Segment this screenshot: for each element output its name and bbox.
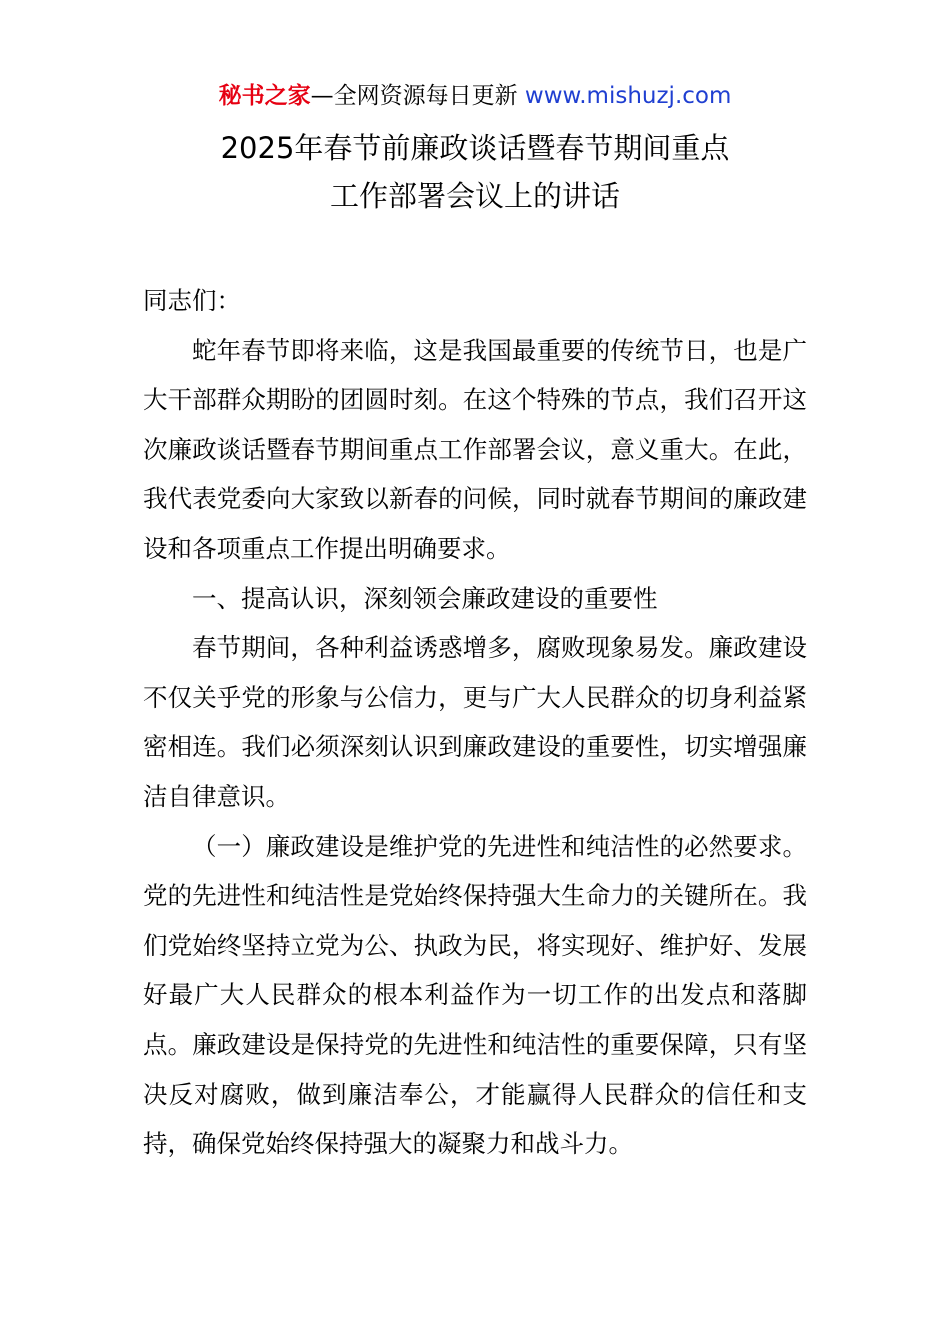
section-heading-1: 一、提高认识，深刻领会廉政建设的重要性 [192,583,658,613]
paragraph-section-1: 春节期间，各种利益诱惑增多，腐败现象易发。廉政建设不仅关乎党的形象与公信力，更与广大人民群众的切身利益紧密相连。我们必须深刻认识到廉政建设的重要性，切实增强廉洁自律意识。 [143,633,807,811]
brand-name: 秘书之家 [218,83,311,109]
paragraph-intro: 蛇年春节即将来临，这是我国最重要的传统节日，也是广大干部群众期盼的团圆时刻。在这个特殊的节点，我们召开这次廉政谈话暨春节期间重点工作部署会议，意义重大。在此，我代表党委向大家致以新春的问候，同时就春节期间的廉政建设和各项重点工作提出明确要求。 [143,335,807,563]
document-title-line-2: 工作部署会议上的讲话 [329,179,620,213]
salutation: 同志们： [143,286,241,315]
document-body [143,276,807,1169]
site-header [0,80,950,112]
header-tagline: —全网资源每日更新 [310,83,525,109]
paragraph-subsection-1: （一）廉政建设是维护党的先进性和纯洁性的必然要求。党的先进性和纯洁性是党始终保持强大生命力的关键所在。我们党始终坚持立党为公、执政为民，将实现好、维护好、发展好最广大人民群众的根本利益作为一切工作的出发点和落脚点。廉政建设是保持党的先进性和纯洁性的重要保障，只有坚决反对腐败，做到廉洁奉公，才能赢得人民群众的信任和支持，确保党始终保持强大的凝聚力和战斗力。 [143,831,807,1159]
site-url[interactable]: www.mishuzj.com [524,83,732,109]
document-title-line-1: 2025年春节前廉政谈话暨春节期间重点 [220,131,730,165]
